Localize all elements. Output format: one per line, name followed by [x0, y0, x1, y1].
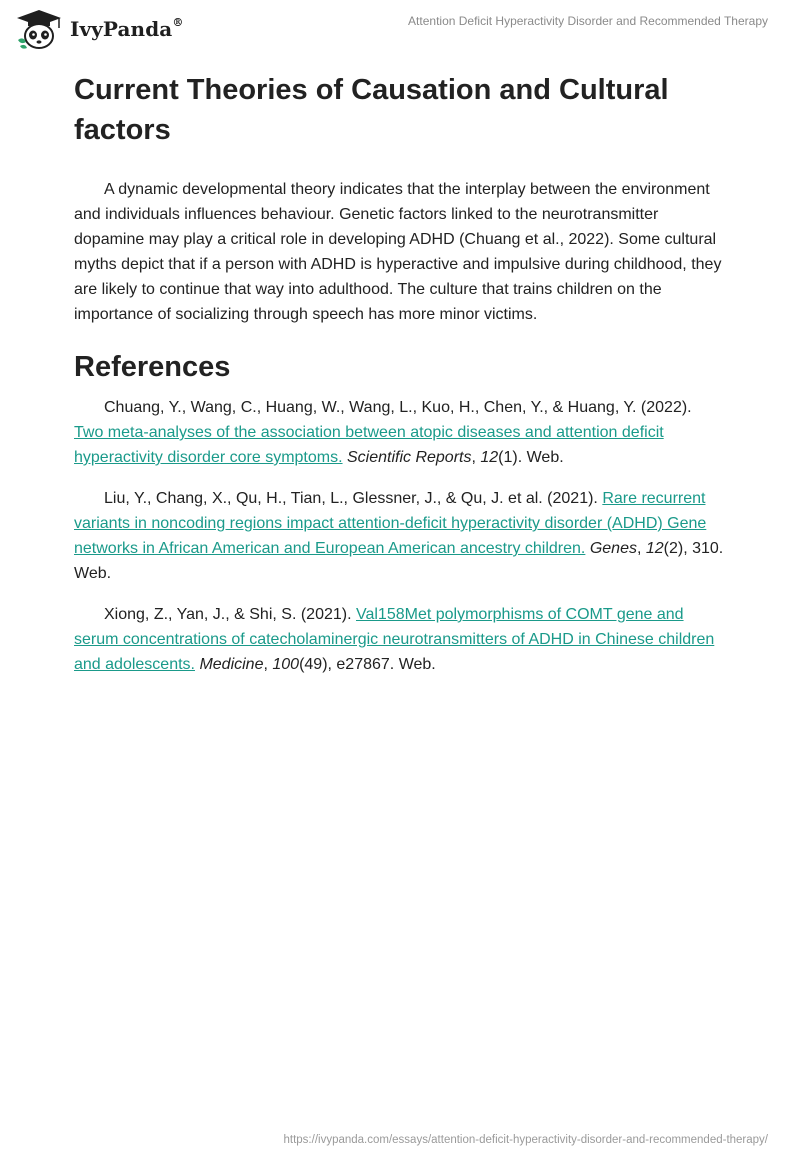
reference-item: Chuang, Y., Wang, C., Huang, W., Wang, L., Kuo, H., Chen, Y., & Huang, Y. (2022). Two meta-analyses of the association between atopic diseases and attention deficit hyperactivity disorder core symptoms. Scientific Reports, 12(1). Web.: [74, 399, 692, 466]
reference-list: [74, 395, 724, 677]
panda-graduate-icon: [14, 8, 64, 50]
page-header: [0, 0, 800, 60]
causation-paragraph: A dynamic developmental theory indicates that the interplay between the environment and individuals influences behaviour. Genetic factors linked to the neurotransmitter dopamine may play a critical role in developing ADHD (Chuang et al., 2022). Some cultural myths depict that if a person with ADHD is hyperactive and impulsive during childhood, they are likely to continue that way into adulthood. The culture that trains children on the importance of socializing through speech has more minor victims.: [74, 181, 722, 323]
reference-item: Liu, Y., Chang, X., Qu, H., Tian, L., Glessner, J., & Qu, J. et al. (2021). Rare recurrent variants in noncoding regions impact attention-deficit hyperactivity disorder (ADHD) Gene networks in African American and European American ancestry children. Genes, 12(2), 310. Web.: [74, 490, 724, 582]
section-heading-causation: Current Theories of Causation and Cultural factors: [74, 74, 669, 146]
reference-item: Xiong, Z., Yan, J., & Shi, S. (2021). Val158Met polymorphisms of COMT gene and serum concentrations of catecholaminergic neurotransmitters of ADHD in Chinese children and adolescents. Medicine, 100(49), e27867. Web.: [74, 606, 715, 673]
reference-link[interactable]: Two meta-analyses of the association between atopic diseases and attention deficit hyperactivity disorder core symptoms.: [74, 424, 664, 466]
document-body: [74, 70, 724, 677]
running-title: Attention Deficit Hyperactivity Disorder and Recommended Therapy: [408, 14, 768, 28]
reference-link[interactable]: Rare recurrent variants in noncoding regions impact attention-deficit hyperactivity disorder (ADHD) Gene networks in African American and European American ancestry children.: [74, 490, 707, 557]
references-heading: References: [74, 351, 231, 383]
ivypanda-logo[interactable]: [14, 8, 183, 50]
reference-link[interactable]: Val158Met polymorphisms of COMT gene and serum concentrations of catecholaminergic neurotransmitters of ADHD in Chinese children and adolescents.: [74, 606, 715, 673]
source-url[interactable]: https://ivypanda.com/essays/attention-deficit-hyperactivity-disorder-and-recommended-therapy/: [283, 1134, 768, 1146]
logo-wordmark: IvyPanda®: [70, 16, 184, 41]
